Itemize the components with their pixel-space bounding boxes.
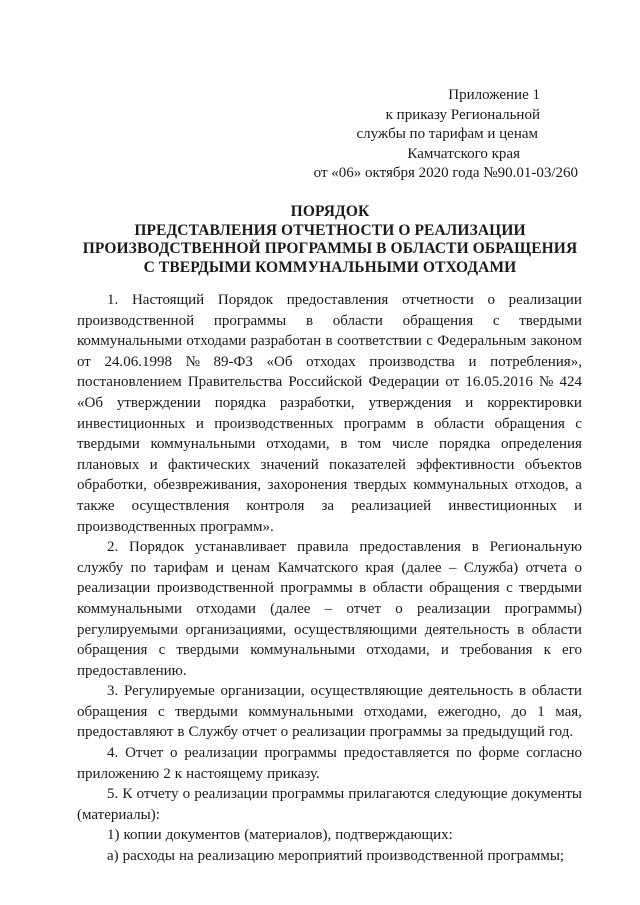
body-line: плановых и фактических значений показателей эффективности объектов xyxy=(77,456,582,473)
appendix-line-4: Камчатского края xyxy=(407,145,520,162)
body-line: коммунальными отходами (далее – отчет о реализации программы) xyxy=(77,600,582,617)
title-line-3: ПРОИЗВОДСТВЕННОЙ ПРОГРАММЫ В ОБЛАСТИ ОБРАЩЕНИЯ xyxy=(82,240,578,257)
appendix-line-3: службы по тарифам и ценам xyxy=(356,126,538,142)
appendix-line-1: Приложение 1 xyxy=(448,87,540,103)
document-title xyxy=(60,203,600,277)
body-line: предоставлению. xyxy=(77,662,187,679)
body-line: обработки, обезвреживания, захоронения твердых коммунальных отходов, а xyxy=(77,477,582,494)
body-line: а) расходы на реализацию мероприятий производственной программы; xyxy=(107,848,565,865)
body-line: «Об утверждении порядка разработки, утверждения и корректировки xyxy=(77,394,582,411)
body-line: 4. Отчет о реализации программы предоставляется по форме согласно xyxy=(107,745,582,762)
title-line-2: ПРЕДСТАВЛЕНИЯ ОТЧЕТНОСТИ О РЕАЛИЗАЦИИ xyxy=(134,221,526,239)
body-line: 5. К отчету о реализации программы прилагаются следующие документы xyxy=(107,786,582,803)
body-line: производственной программы в области обращения с твердыми xyxy=(77,312,582,329)
body-line: реализации производственной программы в области обращения с твердыми xyxy=(77,580,582,597)
body-line: от 24.06.1998 № 89-ФЗ «Об отходах производства и потребления», xyxy=(77,353,582,370)
body-line: инвестиционных и производственных программ в области обращения с xyxy=(77,415,582,432)
appendix-line-2: к приказу Региональной xyxy=(385,106,540,123)
title-line-1: ПОРЯДОК xyxy=(290,203,370,220)
body-line: приложению 2 к настоящему приказу. xyxy=(77,765,320,782)
title-line-4: С ТВЕРДЫМИ КОММУНАЛЬНЫМИ ОТХОДАМИ xyxy=(143,258,517,276)
body-line: 1) копии документов (материалов), подтверждающих: xyxy=(107,827,453,844)
body-line: 2. Порядок устанавливает правила предоставления в Региональную xyxy=(107,539,582,556)
body-line: (материалы): xyxy=(77,806,160,823)
appendix-line-5: от «06» октября 2020 года №90.01-03/260 xyxy=(313,165,578,181)
body-line: службу по тарифам и ценам Камчатского края (далее – Служба) отчета о xyxy=(77,559,582,576)
body-line: обращения с твердыми коммунальными отходами, и требования к его xyxy=(77,642,582,659)
body-line: производственных программ». xyxy=(77,518,274,535)
body-line: 3. Регулируемые организации, осуществляющие деятельность в области xyxy=(107,683,582,700)
body-line: обращения с твердыми коммунальными отходами, ежегодно, до 1 мая, xyxy=(77,703,582,720)
body-line: 1. Настоящий Порядок предоставления отчетности о реализации xyxy=(107,292,582,308)
body-line: предоставляют в Службу отчет о реализации программы за предыдущий год. xyxy=(77,724,574,741)
body-line: постановлением Правительства Российской Федерации от 16.05.2016 № 424 xyxy=(77,374,582,391)
body-line: коммунальными отходами разработан в соответствии с Федеральным законом xyxy=(77,333,582,350)
body-line: твердыми коммунальными отходами, в том числе порядка определения xyxy=(77,436,582,453)
body-line: также осуществления контроля за реализацией инвестиционных и xyxy=(77,497,582,514)
body-line: регулируемыми организациями, осуществляющими деятельность в области xyxy=(77,621,582,638)
document-body xyxy=(77,290,582,867)
appendix-header xyxy=(278,86,578,184)
